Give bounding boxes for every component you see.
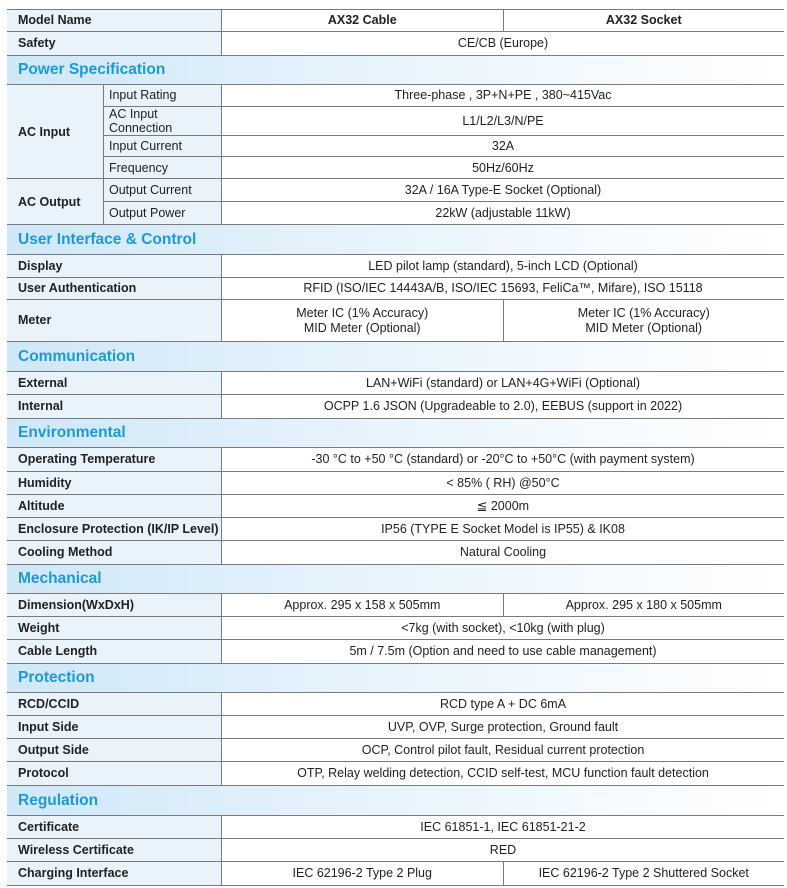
frequency-row	[104, 157, 784, 178]
meter-cable-line1: Meter IC (1% Accuracy)	[296, 306, 429, 321]
meter-row	[7, 300, 784, 342]
output-power-row	[104, 202, 784, 224]
output-side-row	[7, 739, 784, 762]
altitude-value: ≦ 2000m	[476, 498, 530, 513]
section-environmental: Environmental	[7, 419, 784, 448]
humidity-value: < 85% ( RH) @50°C	[446, 475, 560, 490]
output-current-value: 32A / 16A Type-E Socket (Optional)	[404, 183, 602, 197]
cooling-method-label: Cooling Method	[7, 541, 222, 564]
weight-label: Weight	[7, 617, 222, 639]
meter-cable-value	[222, 300, 503, 341]
dimension-cable-value: Approx. 295 x 158 x 505mm	[284, 597, 441, 612]
ac-input-connection-row	[104, 107, 784, 136]
meter-socket-value	[503, 300, 785, 341]
wireless-certificate-row	[7, 839, 784, 862]
cable-length-label: Cable Length	[7, 640, 222, 663]
user-authentication-row	[7, 278, 784, 300]
cooling-method-row	[7, 541, 784, 565]
safety-value: CE/CB (Europe)	[457, 36, 549, 51]
certificate-value: IEC 61851-1, IEC 61851-21-2	[420, 819, 586, 834]
operating-temperature-value: -30 °C to +50 °C (standard) or -20°C to +50°C (with payment system)	[311, 452, 695, 467]
header-row	[7, 9, 784, 32]
header-label: Model Name	[7, 10, 222, 31]
meter-cable-line2: MID Meter (Optional)	[303, 320, 421, 335]
rcd-ccid-label: RCD/CCID	[7, 693, 222, 715]
charging-interface-cable-value: IEC 62196-2 Type 2 Plug	[292, 866, 432, 881]
internal-row	[7, 395, 784, 419]
weight-row	[7, 617, 784, 640]
certificate-row	[7, 816, 784, 839]
output-power-label: Output Power	[104, 202, 222, 224]
output-current-label: Output Current	[104, 179, 222, 201]
section-regulation: Regulation	[7, 786, 784, 816]
charging-interface-label: Charging Interface	[7, 862, 222, 885]
input-side-row	[7, 716, 784, 739]
protocol-label: Protocol	[7, 762, 222, 785]
output-current-row	[104, 179, 784, 202]
internal-label: Internal	[7, 395, 222, 418]
section-protection: Protection	[7, 664, 784, 693]
ac-input-group	[7, 85, 784, 179]
frequency-label: Frequency	[104, 157, 222, 178]
wireless-certificate-label: Wireless Certificate	[7, 839, 222, 861]
ac-input-label: AC Input	[7, 85, 104, 178]
frequency-value: 50Hz/60Hz	[472, 160, 534, 175]
external-value: LAN+WiFi (standard) or LAN+4G+WiFi (Optional)	[365, 375, 641, 390]
enclosure-protection-row	[7, 518, 784, 541]
input-side-label: Input Side	[7, 716, 222, 738]
output-side-value: OCP, Control pilot fault, Residual current protection	[361, 742, 645, 757]
input-current-label: Input Current	[104, 136, 222, 157]
ac-input-connection-label: AC Input Connection	[104, 107, 222, 135]
certificate-label: Certificate	[7, 816, 222, 838]
ac-input-connection-value: L1/L2/L3/N/PE	[462, 113, 544, 128]
meter-label: Meter	[7, 300, 222, 341]
dimension-label: Dimension(WxDxH)	[7, 594, 222, 616]
cable-length-row	[7, 640, 784, 664]
protocol-value: OTP, Relay welding detection, CCID self-test, MCU function fault detection	[297, 766, 709, 781]
weight-value: <7kg (with socket), <10kg (with plug)	[401, 620, 605, 635]
cable-length-value: 5m / 7.5m (Option and need to use cable management)	[349, 644, 657, 659]
section-power: Power Specification	[7, 56, 784, 85]
charging-interface-socket-value: IEC 62196-2 Type 2 Shuttered Socket	[503, 862, 785, 885]
section-mechanical: Mechanical	[7, 565, 784, 594]
input-rating-row	[104, 85, 784, 107]
cooling-method-value: Natural Cooling	[459, 545, 547, 560]
altitude-row	[7, 495, 784, 518]
display-row	[7, 255, 784, 278]
meter-socket-line2: MID Meter (Optional)	[585, 320, 703, 335]
charging-interface-row	[7, 862, 784, 886]
humidity-row	[7, 472, 784, 495]
display-value: LED pilot lamp (standard), 5-inch LCD (Optional)	[368, 258, 638, 273]
input-rating-value: Three-phase , 3P+N+PE , 380~415Vac	[394, 88, 612, 103]
protocol-row	[7, 762, 784, 786]
external-label: External	[7, 372, 222, 394]
operating-temperature-label: Operating Temperature	[7, 448, 222, 471]
display-label: Display	[7, 255, 222, 277]
operating-temperature-row	[7, 448, 784, 472]
output-power-value: 22kW (adjustable 11kW)	[435, 206, 571, 220]
safety-row	[7, 32, 784, 56]
dimension-socket-value: Approx. 295 x 180 x 505mm	[503, 594, 785, 616]
output-side-label: Output Side	[7, 739, 222, 761]
user-authentication-label: User Authentication	[7, 278, 222, 299]
rcd-ccid-row	[7, 693, 784, 716]
rcd-ccid-value: RCD type A + DC 6mA	[439, 696, 567, 711]
enclosure-protection-value: IP56 (TYPE E Socket Model is IP55) & IK08	[381, 521, 625, 536]
humidity-label: Humidity	[7, 472, 222, 494]
header-col-socket: AX32 Socket	[503, 10, 785, 31]
internal-value: OCPP 1.6 JSON (Upgradeable to 2.0), EEBUS (support in 2022)	[323, 399, 683, 414]
ac-output-label: AC Output	[7, 179, 104, 224]
user-authentication-value: RFID (ISO/IEC 14443A/B, ISO/IEC 15693, FeliCa™, Mifare), ISO 15118	[303, 281, 703, 296]
ac-output-group	[7, 179, 784, 225]
dimension-row	[7, 594, 784, 617]
external-row	[7, 372, 784, 395]
input-side-value: UVP, OVP, Surge protection, Ground fault	[387, 719, 619, 734]
altitude-label: Altitude	[7, 495, 222, 517]
enclosure-protection-label: Enclosure Protection (IK/IP Level)	[7, 518, 222, 540]
section-communication: Communication	[7, 342, 784, 372]
safety-label: Safety	[7, 32, 222, 55]
input-current-row	[104, 136, 784, 158]
section-user-interface: User Interface & Control	[7, 225, 784, 255]
wireless-certificate-value: RED	[489, 842, 517, 857]
header-col-cable: AX32 Cable	[327, 13, 397, 28]
input-rating-label: Input Rating	[104, 85, 222, 106]
input-current-value: 32A	[491, 139, 515, 153]
meter-socket-line1: Meter IC (1% Accuracy)	[577, 306, 710, 321]
